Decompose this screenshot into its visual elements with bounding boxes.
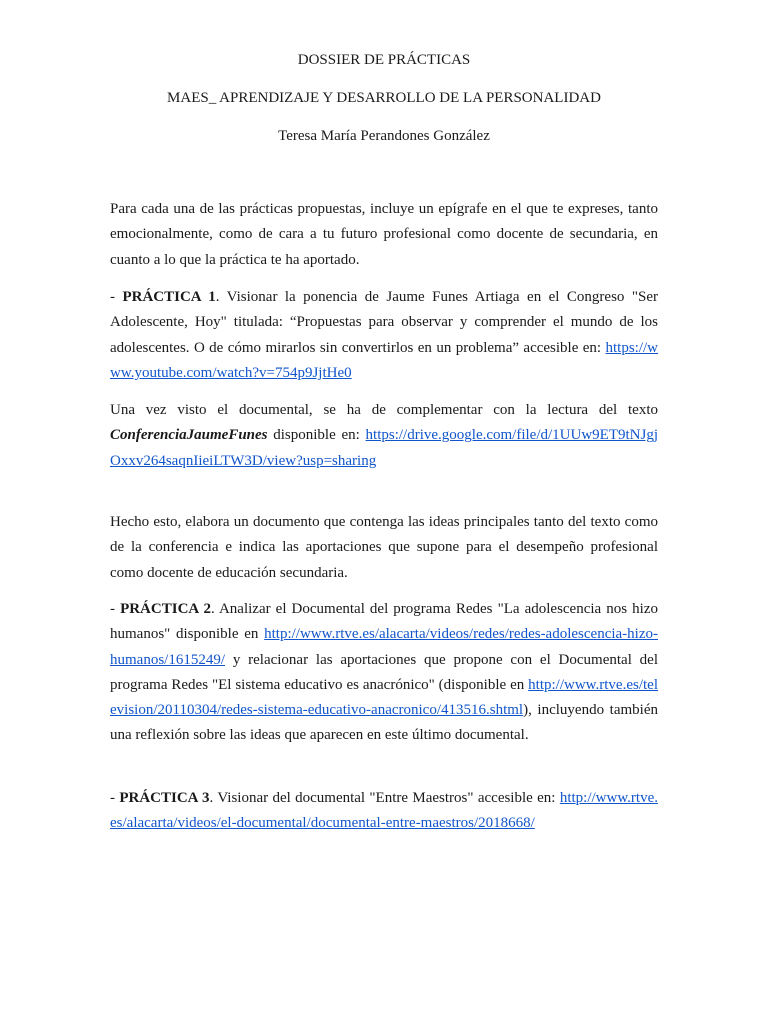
practica-3-text: . Visionar del documental "Entre Maestros" accesible en:	[209, 790, 560, 806]
practica-1-paragraph	[110, 285, 658, 386]
practica-2-text-2: y relacionar las aportaciones que propone con el Documental del programa Redes "El sistema educativo es anacrónico" (disponible en	[110, 651, 658, 693]
practica-2-prefix: -	[110, 601, 121, 617]
document-author: Teresa María Perandones González	[278, 128, 490, 144]
complemento-text-after: disponible en:	[267, 427, 366, 444]
practica-1-prefix: -	[110, 289, 123, 305]
practica-2-text-3: ), incluyendo también una reflexión sobre las ideas que aparecen en este último documental.	[110, 702, 658, 744]
practica-1-text: . Visionar la ponencia de Jaume Funes Artiaga en el Congreso "Ser Adolescente, Hoy" titulada: “Propuestas para observar y comprender el mundo de los adolescentes. O de cómo mirarlos sin convertirlos en un problema” accesible en:	[110, 289, 658, 356]
practica-2-link-1[interactable]: http://www.rtve.es/alacarta/videos/redes/redes-adolescencia-hizo-humanos/1615249/	[110, 626, 658, 668]
complemento-paragraph	[110, 398, 658, 474]
practica-2-text-1: . Analizar el Documental del programa Redes "La adolescencia nos hizo humanos" disponible en	[110, 601, 658, 643]
practica-3-prefix: -	[110, 790, 120, 806]
complemento-text-before: Una vez visto el documental, se ha de complementar con la lectura del texto	[110, 402, 658, 418]
hecho-paragraph	[110, 510, 658, 586]
practica-2-paragraph	[110, 597, 658, 749]
practica-2-link-2[interactable]: http://www.rtve.es/television/20110304/redes-sistema-educativo-anacronico/413516.shtml	[110, 676, 658, 719]
practica-2-label: PRÁCTICA 2	[120, 601, 211, 617]
intro-paragraph	[110, 197, 658, 273]
complemento-link[interactable]: https://drive.google.com/file/d/1UUw9ET9tNJgjOxxv264saqnIieiLTW3D/view?usp=sharing	[110, 427, 658, 469]
complemento-doc-name: ConferenciaJaumeFunes	[110, 427, 268, 444]
practica-3-paragraph	[110, 786, 658, 837]
document-subject: MAES_ APRENDIZAJE Y DESARROLLO DE LA PERSONALIDAD	[167, 90, 601, 106]
practica-1-label: PRÁCTICA 1	[122, 289, 216, 305]
practica-1-link[interactable]: https://www.youtube.com/watch?v=754p9JjtHe0	[110, 339, 658, 381]
intro-text: Para cada una de las prácticas propuestas, incluye un epígrafe en el que te expreses, tanto emocionalmente, como de cara a tu futuro profesional como docente de secundaria, en cuanto a lo que la práctica te ha aportado.	[110, 201, 658, 268]
hecho-text: Hecho esto, elabora un documento que contenga las ideas principales tanto del texto como de la conferencia e indica las aportaciones que supone para el desempeño profesional como docente de educación secundaria.	[110, 514, 658, 581]
document-title: DOSSIER DE PRÁCTICAS	[297, 52, 471, 68]
practica-3-label: PRÁCTICA 3	[119, 790, 210, 806]
practica-3-link[interactable]: http://www.rtve.es/alacarta/videos/el-documental/documental-entre-maestros/2018668/	[110, 790, 658, 832]
